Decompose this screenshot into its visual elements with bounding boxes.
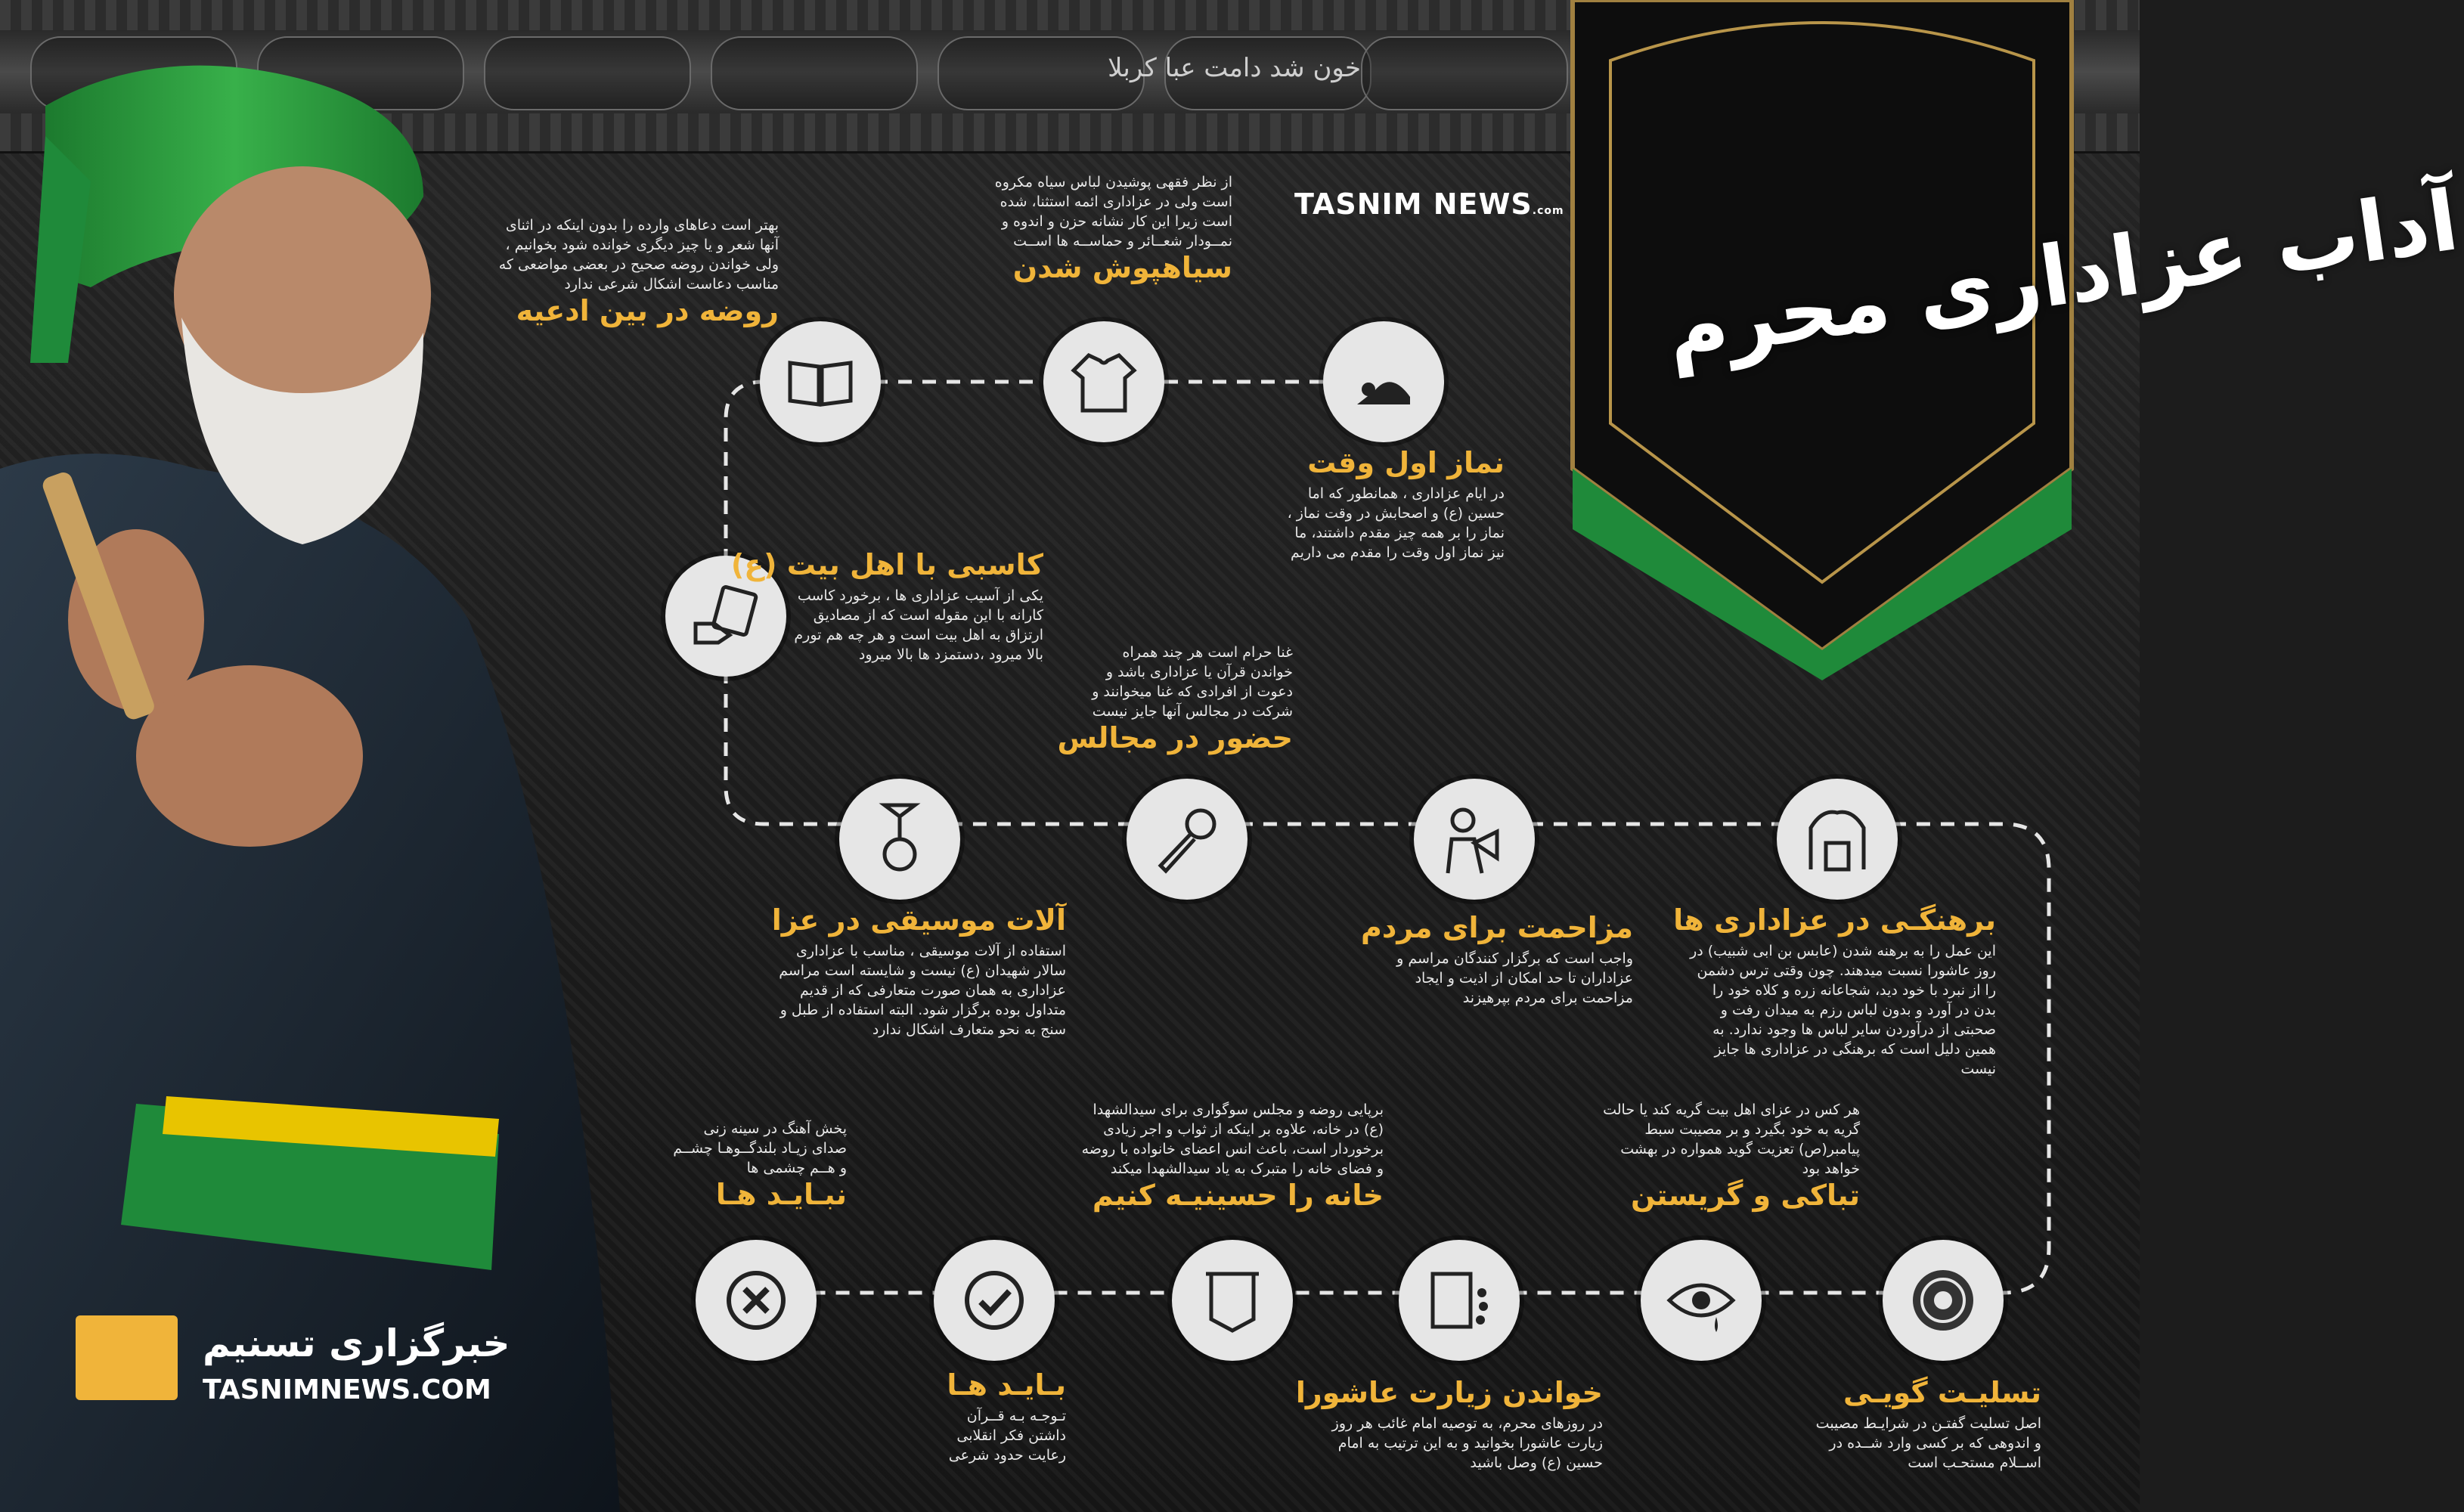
item-title: خانه را حسینیـه کنیم [1092,1179,1384,1212]
item-kasebi [730,548,1043,665]
item-desc: پخش آهنگ در سینه زنی صدای زیـاد بلندگــوهـا چشــم و هــم چشمی ها [673,1120,847,1176]
item-title: کاسبی با اهل بیت (ع) [730,548,1043,581]
agency-url: TASNIMNEWS.COM [203,1374,491,1405]
item-alat [764,903,1066,1040]
item-siahpoosh [968,172,1232,284]
item-title: حضور در مجالس [1057,721,1293,754]
item-mozahemat [1361,911,1633,1008]
item-desc: برپایی روضه و مجلس سوگواری برای سیدالشهدا (ع) در خانه، علاوه بر اینکه از ثواب و اجر زیادی برخوردار است، باعث انس اعضای خانواده با روضه و فضای خانه را متبرک به یاد سیدالشهدا میکند [1081,1101,1384,1177]
item-hozoor [1057,643,1293,754]
item-ziarat [1295,1376,1603,1473]
tasnim-brand-top [1294,187,1564,221]
cross-icon [696,1240,817,1361]
item-hosseinieh [1081,1100,1384,1212]
item-desc: واجب است که برگزار کنندگان مراسم و عزاداران تا حد امکان از اذیت و ایجاد مزاحمت برای مردم بپرهیزند [1396,950,1633,1006]
tasnim-logo [76,1315,178,1400]
item-rowzeh [491,215,779,327]
item-nabayad [673,1119,847,1211]
item-title: تباکی و گریستن [1630,1179,1860,1212]
item-title: نبـایـد هـا [715,1178,847,1211]
item-desc: یکی از آسیب عزاداری ها ، برخورد کاسب کارانه با این مقوله است که از مصادیق ارتزاق به اهل بیت است و هر چه هم تورم بالا میرود ،دستمزد ها بالا میرود [794,587,1043,663]
bare-chest-icon [1777,779,1898,900]
item-tasliat [1815,1376,2041,1473]
item-title: خواندن زیارت عاشورا [1295,1376,1603,1409]
item-desc: استفاده از آلات موسیقی ، مناسب با عزاداری سالار شهیدان (ع) نیست و شایسته است مراسم عزاداری به همان صورت متعارفی که از قدیم متداول بوده برگزار شود. البته استفاده از طبل و سنج به نحو متعارف اشکال ندارد [779,943,1066,1038]
item-title: سیاهپوش شدن [1012,251,1232,284]
item-berahnegi [1673,903,1996,1079]
item-bayad [930,1368,1066,1465]
item-desc: بهتر است دعاهای وارده را بدون اینکه در اثنای آنها شعر و یا چیز دیگری خوانده شود بخوانیم ، ولی خواندن روضه صحیح در بعضی مواضعی که مناسب دعاست اشکال شرعی ندارد [498,217,779,293]
item-title: روضه در بین ادعیه [516,294,779,327]
brand-suffix: .com [1532,205,1564,217]
item-title: آلات موسیقی در عزا [771,903,1066,937]
check-icon [934,1240,1055,1361]
banner-icon [1172,1240,1293,1361]
praying-person-icon [1323,321,1444,442]
item-title: برهنگـی در عزاداری ها [1673,903,1996,937]
megaphone-person-icon [1414,779,1535,900]
item-desc: از نظر فقهی پوشیدن لباس سیاه مکروه است ولی در عزاداری ائمه استثنا، شده است زیرا این کار نشانه حزن و اندوه و نمــودار شعــائر و حماســه ها اســت [994,174,1232,249]
horn-icon [839,779,960,900]
agency-name: خبرگزاری تسنیم [203,1321,510,1365]
item-desc: در ایام عزاداری ، همانطور که اما حسین (ع) و اصحابش در وقت نماز ، نماز را بر همه چیز مقدم داشتند، ما نیز نماز اول وقت را مقدم می داریم [1287,485,1505,561]
item-title: مزاحمت برای مردم [1360,911,1633,944]
item-tabaki [1603,1100,1860,1212]
item-desc: در روزهای محرم، به توصیه امام غائب هر روز زیارت عاشورا بخوانید و به این ترتیب به امام حسین (ع) وصل باشید [1331,1415,1603,1471]
item-desc: این عمل را به برهنه شدن (عابس بن ابی شبیب) در روز عاشورا نسبت میدهند. چون وقتی ترس دشمن را از نبرد با خود دید، شجاعانه زره و کلاه خود را بدن در آورد و بدون لباس رزم به میدان رفت و صحبتی از درآوردن سایر لباس ها وجود ندارد. به همین دلیل است که برهنگی در عزاداری ها جایز نیست [1690,943,1996,1077]
item-desc: غنا حرام است هر چند همراه خواندن قرآن یا عزاداری باشد و دعوت از افرادی که غنا میخوانند و شرکت در مجالس آنها جایز نیست [1092,644,1293,720]
banner-calligraphy: خون شد دامت عبا کربلا [1108,53,1361,83]
brand-name: TASNIM NEWS [1294,187,1533,221]
item-desc: هر کس در عزای اهل بیت گریه کند یا حالت گریه به خود بگیرد و بر مصیبت سبط پیامبر(ص) تعزیت گوید همواره در بهشت خواهد بود [1603,1101,1860,1177]
item-desc: اصل تسلیت گفتـن در شرایـط مصیبت و اندوهی که بر کسی وارد شــده در اســلام مستحـب است [1815,1415,2041,1471]
microphone-icon [1127,779,1247,900]
flag-title: آداب عزاداری محرم [1660,172,2464,379]
item-desc: تـوجـه بـه قــرآن داشتن فکر انقلابی رعایت حدود شرعی [948,1408,1066,1464]
item-namaz [1278,446,1505,562]
ornament-icon [1883,1240,2004,1361]
quran-rosary-icon [1399,1240,1520,1361]
book-icon [760,321,881,442]
item-title: بـایـد هـا [947,1368,1066,1402]
crying-eye-icon [1641,1240,1762,1361]
item-title: تسلیـت گویـی [1843,1376,2041,1409]
banner-cell [1361,36,1568,110]
item-title: نماز اول وقت [1307,446,1505,479]
shirt-icon [1043,321,1164,442]
